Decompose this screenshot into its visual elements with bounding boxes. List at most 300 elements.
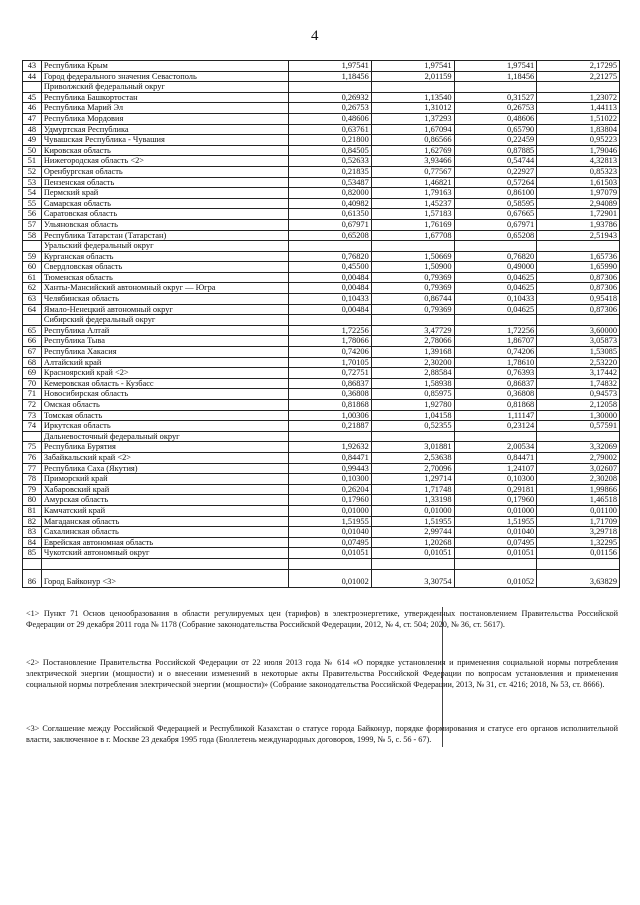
row-number: 47	[23, 113, 42, 124]
value-cell: 1,92632	[289, 442, 372, 453]
region-name: Город Байконур <3>	[41, 569, 288, 587]
value-cell: 0,87885	[454, 145, 537, 156]
row-number: 66	[23, 336, 42, 347]
region-name: Чукотский автономный округ	[41, 548, 288, 559]
table-row	[23, 283, 620, 294]
table-row	[23, 145, 620, 156]
value-cell	[537, 558, 620, 569]
region-name: Ямало-Ненецкий автономный округ	[41, 304, 288, 315]
value-cell: 0,86837	[289, 378, 372, 389]
region-name: Республика Крым	[41, 61, 288, 72]
value-cell: 1,33198	[371, 495, 454, 506]
row-number: 80	[23, 495, 42, 506]
value-cell: 0,36808	[289, 389, 372, 400]
table-row	[23, 135, 620, 146]
value-cell: 2,94089	[537, 198, 620, 209]
row-number: 68	[23, 357, 42, 368]
value-cell: 1,31012	[371, 103, 454, 114]
row-number: 65	[23, 325, 42, 336]
region-name: Чувашская Республика - Чувашия	[41, 135, 288, 146]
value-cell: 0,01002	[289, 569, 372, 587]
row-number: 45	[23, 92, 42, 103]
region-name: Республика Хакасия	[41, 347, 288, 358]
row-number	[23, 315, 42, 326]
value-cell: 0,01052	[454, 569, 537, 587]
value-cell	[454, 558, 537, 569]
row-number: 70	[23, 378, 42, 389]
region-name: Пензенская область	[41, 177, 288, 188]
value-cell: 1,67708	[371, 230, 454, 241]
value-cell: 0,36808	[454, 389, 537, 400]
value-cell: 1,39168	[371, 347, 454, 358]
value-cell: 1,24107	[454, 463, 537, 474]
value-cell: 1,79163	[371, 188, 454, 199]
region-name	[41, 558, 288, 569]
value-cell: 3,17442	[537, 368, 620, 379]
region-name: Саратовская область	[41, 209, 288, 220]
table-row	[23, 527, 620, 538]
value-cell: 3,29718	[537, 527, 620, 538]
value-cell: 1,23072	[537, 92, 620, 103]
row-number: 44	[23, 71, 42, 82]
value-cell	[537, 315, 620, 326]
value-cell: 0,00484	[289, 304, 372, 315]
value-cell: 0,53487	[289, 177, 372, 188]
region-name: Свердловская область	[41, 262, 288, 273]
table-row	[23, 92, 620, 103]
value-cell: 0,85975	[371, 389, 454, 400]
table-row	[23, 325, 620, 336]
value-cell: 0,76820	[289, 251, 372, 262]
value-cell: 2,53220	[537, 357, 620, 368]
value-cell: 0,01051	[371, 548, 454, 559]
section-row	[23, 558, 620, 569]
region-name: Нижегородская область <2>	[41, 156, 288, 167]
row-number: 43	[23, 61, 42, 72]
table-row	[23, 251, 620, 262]
value-cell: 0,67971	[289, 219, 372, 230]
value-cell: 2,78066	[371, 336, 454, 347]
value-cell: 2,00534	[454, 442, 537, 453]
row-number	[23, 82, 42, 93]
value-cell	[289, 82, 372, 93]
region-name: Амурская область	[41, 495, 288, 506]
region-name: Алтайский край	[41, 357, 288, 368]
value-cell: 0,63761	[289, 124, 372, 135]
value-cell: 1,53085	[537, 347, 620, 358]
table-row	[23, 516, 620, 527]
value-cell: 0,79369	[371, 283, 454, 294]
value-cell: 1,61503	[537, 177, 620, 188]
value-cell: 0,21800	[289, 135, 372, 146]
region-name: Приволжский федеральный округ	[41, 82, 288, 93]
section-row	[23, 241, 620, 252]
table-row	[23, 452, 620, 463]
table-row	[23, 219, 620, 230]
value-cell: 1,79046	[537, 145, 620, 156]
row-number: 52	[23, 166, 42, 177]
value-cell: 0,67665	[454, 209, 537, 220]
region-name: Республика Марий Эл	[41, 103, 288, 114]
row-number: 60	[23, 262, 42, 273]
value-cell: 0,26753	[454, 103, 537, 114]
region-name: Сибирский федеральный округ	[41, 315, 288, 326]
value-cell	[454, 241, 537, 252]
region-name: Удмуртская Республика	[41, 124, 288, 135]
value-cell: 1,70105	[289, 357, 372, 368]
value-cell: 0,57591	[537, 421, 620, 432]
row-number: 62	[23, 283, 42, 294]
value-cell: 1,44113	[537, 103, 620, 114]
value-cell: 0,52633	[289, 156, 372, 167]
value-cell: 0,65790	[454, 124, 537, 135]
footnote-2: <2> Постановление Правительства Российской Федерации от 22 июля 2013 года № 614 «О порядке установления и применения социальной нормы потребления электрической энергии (мощности) и о внесении изменений в некоторые акты Правительства Российской Федерации по вопросам установления и применения социальной нормы потребления электрической энергии (мощности)» (Собрание законодательства Российской Федерации, 2013, № 31, ст. 4216; 2018, № 53, ст. 8666).	[26, 658, 618, 690]
value-cell	[289, 431, 372, 442]
value-cell: 3,63829	[537, 569, 620, 587]
value-cell: 2,99744	[371, 527, 454, 538]
value-cell: 1,71748	[371, 484, 454, 495]
region-name: Иркутская область	[41, 421, 288, 432]
table-row	[23, 103, 620, 114]
value-cell: 1,30000	[537, 410, 620, 421]
region-name: Оренбургская область	[41, 166, 288, 177]
value-cell: 1,62769	[371, 145, 454, 156]
value-cell: 0,61350	[289, 209, 372, 220]
row-number: 73	[23, 410, 42, 421]
value-cell: 0,67971	[454, 219, 537, 230]
value-cell: 3,60000	[537, 325, 620, 336]
tariff-table	[22, 60, 620, 588]
value-cell: 0,84471	[454, 452, 537, 463]
value-cell: 3,32069	[537, 442, 620, 453]
row-number: 72	[23, 400, 42, 411]
value-cell: 1,97541	[371, 61, 454, 72]
row-number: 59	[23, 251, 42, 262]
value-cell: 1,93786	[537, 219, 620, 230]
region-name: Еврейская автономная область	[41, 537, 288, 548]
value-cell: 0,29181	[454, 484, 537, 495]
table-row	[23, 442, 620, 453]
value-cell: 0,74206	[289, 347, 372, 358]
table-row	[23, 484, 620, 495]
value-cell: 3,93466	[371, 156, 454, 167]
region-name: Тюменская область	[41, 272, 288, 283]
region-name: Хабаровский край	[41, 484, 288, 495]
value-cell: 0,86566	[371, 135, 454, 146]
value-cell: 2,70096	[371, 463, 454, 474]
table-row	[23, 198, 620, 209]
value-cell: 1,51022	[537, 113, 620, 124]
value-cell: 3,47729	[371, 325, 454, 336]
region-name: Республика Саха (Якутия)	[41, 463, 288, 474]
row-number: 79	[23, 484, 42, 495]
value-cell: 0,26753	[289, 103, 372, 114]
region-name: Кировская область	[41, 145, 288, 156]
table-row	[23, 569, 620, 587]
value-cell: 0,21887	[289, 421, 372, 432]
value-cell: 1,45237	[371, 198, 454, 209]
value-cell: 0,87306	[537, 283, 620, 294]
value-cell: 0,22459	[454, 135, 537, 146]
table-row	[23, 347, 620, 358]
value-cell: 1,46518	[537, 495, 620, 506]
value-cell: 1,67094	[371, 124, 454, 135]
value-cell	[454, 82, 537, 93]
value-cell: 0,00484	[289, 283, 372, 294]
region-name: Новосибирская область	[41, 389, 288, 400]
value-cell: 0,31527	[454, 92, 537, 103]
value-cell: 3,02607	[537, 463, 620, 474]
value-cell: 0,00484	[289, 272, 372, 283]
value-cell: 2,53638	[371, 452, 454, 463]
table-row	[23, 304, 620, 315]
row-number: 55	[23, 198, 42, 209]
region-name: Республика Тыва	[41, 336, 288, 347]
value-cell: 0,94573	[537, 389, 620, 400]
row-number: 51	[23, 156, 42, 167]
row-number: 56	[23, 209, 42, 220]
value-cell: 1,74832	[537, 378, 620, 389]
value-cell: 1,72256	[454, 325, 537, 336]
region-name: Забайкальский край <2>	[41, 452, 288, 463]
value-cell: 1,97079	[537, 188, 620, 199]
value-cell: 1,72256	[289, 325, 372, 336]
value-cell: 3,01881	[371, 442, 454, 453]
value-cell: 0,99443	[289, 463, 372, 474]
value-cell: 2,21275	[537, 71, 620, 82]
value-cell	[371, 82, 454, 93]
value-cell: 0,86744	[371, 294, 454, 305]
row-number: 50	[23, 145, 42, 156]
table-row	[23, 537, 620, 548]
value-cell: 4,32813	[537, 156, 620, 167]
value-cell: 0,07495	[289, 537, 372, 548]
value-cell: 0,01000	[289, 505, 372, 516]
row-number: 82	[23, 516, 42, 527]
value-cell: 1,72901	[537, 209, 620, 220]
value-cell: 1,18456	[289, 71, 372, 82]
value-cell: 0,01040	[454, 527, 537, 538]
row-number: 86	[23, 569, 42, 587]
value-cell: 0,04625	[454, 272, 537, 283]
table-row	[23, 71, 620, 82]
value-cell: 1,04158	[371, 410, 454, 421]
value-cell: 0,58595	[454, 198, 537, 209]
region-name: Магаданская область	[41, 516, 288, 527]
table-row	[23, 410, 620, 421]
row-number: 57	[23, 219, 42, 230]
value-cell: 2,01159	[371, 71, 454, 82]
region-name: Томская область	[41, 410, 288, 421]
value-cell: 1,57183	[371, 209, 454, 220]
table-row	[23, 474, 620, 485]
value-cell: 1,92780	[371, 400, 454, 411]
region-name: Дальневосточный федеральный округ	[41, 431, 288, 442]
value-cell: 0,84471	[289, 452, 372, 463]
value-cell: 0,87306	[537, 304, 620, 315]
table-row	[23, 262, 620, 273]
row-number: 49	[23, 135, 42, 146]
row-number: 53	[23, 177, 42, 188]
value-cell	[371, 315, 454, 326]
value-cell: 1,51955	[289, 516, 372, 527]
value-cell: 0,45500	[289, 262, 372, 273]
table-row	[23, 209, 620, 220]
value-cell: 1,51955	[454, 516, 537, 527]
value-cell: 0,10300	[289, 474, 372, 485]
region-name: Приморский край	[41, 474, 288, 485]
region-name: Курганская область	[41, 251, 288, 262]
table-row	[23, 400, 620, 411]
value-cell: 1,32295	[537, 537, 620, 548]
row-number: 67	[23, 347, 42, 358]
value-cell: 1,71709	[537, 516, 620, 527]
value-cell: 0,04625	[454, 283, 537, 294]
table-row	[23, 61, 620, 72]
value-cell: 0,10433	[289, 294, 372, 305]
value-cell: 2,79002	[537, 452, 620, 463]
value-cell: 0,54744	[454, 156, 537, 167]
row-number: 64	[23, 304, 42, 315]
footnote-1: <1> Пункт 71 Основ ценообразования в области регулируемых цен (тарифов) в электроэнергетике, утвержденных постановлением Правительства Российской Федерации от 29 декабря 2011 года № 1178 (Собрание законодательства Российской Федерации, 2012, № 4, ст. 504; 2020, № 36, ст. 5617).	[26, 609, 618, 630]
value-cell: 2,30208	[537, 474, 620, 485]
value-cell: 0,52355	[371, 421, 454, 432]
row-number	[23, 431, 42, 442]
value-cell: 0,84505	[289, 145, 372, 156]
value-cell: 0,57264	[454, 177, 537, 188]
row-number: 74	[23, 421, 42, 432]
table-row	[23, 495, 620, 506]
table-row	[23, 272, 620, 283]
region-name: Сахалинская область	[41, 527, 288, 538]
value-cell	[289, 241, 372, 252]
value-cell	[454, 431, 537, 442]
value-cell: 0,49000	[454, 262, 537, 273]
value-cell: 0,21835	[289, 166, 372, 177]
value-cell: 0,76393	[454, 368, 537, 379]
row-number	[23, 241, 42, 252]
value-cell: 0,72751	[289, 368, 372, 379]
row-number: 75	[23, 442, 42, 453]
value-cell: 0,01000	[371, 505, 454, 516]
region-name: Красноярский край <2>	[41, 368, 288, 379]
value-cell: 1,78610	[454, 357, 537, 368]
value-cell	[371, 558, 454, 569]
value-cell: 0,74206	[454, 347, 537, 358]
table-row	[23, 368, 620, 379]
value-cell: 0,04625	[454, 304, 537, 315]
row-number: 61	[23, 272, 42, 283]
table-row	[23, 188, 620, 199]
value-cell: 0,48606	[289, 113, 372, 124]
row-number: 58	[23, 230, 42, 241]
value-cell: 0,40982	[289, 198, 372, 209]
value-cell: 2,12058	[537, 400, 620, 411]
value-cell: 0,65208	[289, 230, 372, 241]
value-cell: 0,01100	[537, 505, 620, 516]
row-number: 71	[23, 389, 42, 400]
row-number: 78	[23, 474, 42, 485]
region-name: Республика Башкортостан	[41, 92, 288, 103]
value-cell: 1,99866	[537, 484, 620, 495]
value-cell: 1,11147	[454, 410, 537, 421]
region-name: Кемеровская область - Кузбасс	[41, 378, 288, 389]
value-cell: 1,58938	[371, 378, 454, 389]
value-cell: 0,17960	[454, 495, 537, 506]
value-cell: 0,01156	[537, 548, 620, 559]
value-cell: 0,76820	[454, 251, 537, 262]
value-cell: 1,97541	[454, 61, 537, 72]
row-number: 54	[23, 188, 42, 199]
value-cell: 0,79369	[371, 272, 454, 283]
value-cell: 0,81868	[454, 400, 537, 411]
value-cell: 0,10300	[454, 474, 537, 485]
region-name: Омская область	[41, 400, 288, 411]
value-cell: 3,05873	[537, 336, 620, 347]
value-cell: 1,37293	[371, 113, 454, 124]
table-row	[23, 294, 620, 305]
value-cell: 1,65736	[537, 251, 620, 262]
value-cell: 0,01051	[454, 548, 537, 559]
row-number: 48	[23, 124, 42, 135]
table-row	[23, 156, 620, 167]
value-cell: 0,65208	[454, 230, 537, 241]
value-cell: 0,23124	[454, 421, 537, 432]
region-name: Уральский федеральный округ	[41, 241, 288, 252]
value-cell: 0,07495	[454, 537, 537, 548]
value-cell	[537, 431, 620, 442]
value-cell: 1,46821	[371, 177, 454, 188]
value-cell: 0,86837	[454, 378, 537, 389]
value-cell: 1,83804	[537, 124, 620, 135]
value-cell	[289, 558, 372, 569]
value-cell: 1,78066	[289, 336, 372, 347]
value-cell	[454, 315, 537, 326]
row-number: 69	[23, 368, 42, 379]
value-cell: 1,97541	[289, 61, 372, 72]
region-name: Город федерального значения Севастополь	[41, 71, 288, 82]
value-cell	[537, 241, 620, 252]
table-row	[23, 505, 620, 516]
value-cell: 0,22927	[454, 166, 537, 177]
value-cell: 0,26932	[289, 92, 372, 103]
value-cell: 1,50669	[371, 251, 454, 262]
value-cell	[371, 431, 454, 442]
section-row	[23, 82, 620, 93]
value-cell: 1,29714	[371, 474, 454, 485]
value-cell: 1,76169	[371, 219, 454, 230]
table-row	[23, 230, 620, 241]
region-name: Самарская область	[41, 198, 288, 209]
table-row	[23, 166, 620, 177]
value-cell: 2,30200	[371, 357, 454, 368]
value-cell: 0,01051	[289, 548, 372, 559]
value-cell: 1,18456	[454, 71, 537, 82]
value-cell: 0,01000	[454, 505, 537, 516]
region-name: Камчатский край	[41, 505, 288, 516]
section-row	[23, 315, 620, 326]
value-cell: 0,77567	[371, 166, 454, 177]
value-cell: 2,88584	[371, 368, 454, 379]
region-name: Пермский край	[41, 188, 288, 199]
table-row	[23, 113, 620, 124]
table-row	[23, 548, 620, 559]
row-number: 85	[23, 548, 42, 559]
row-number: 84	[23, 537, 42, 548]
row-number	[23, 558, 42, 569]
table-row	[23, 463, 620, 474]
value-cell: 2,17295	[537, 61, 620, 72]
